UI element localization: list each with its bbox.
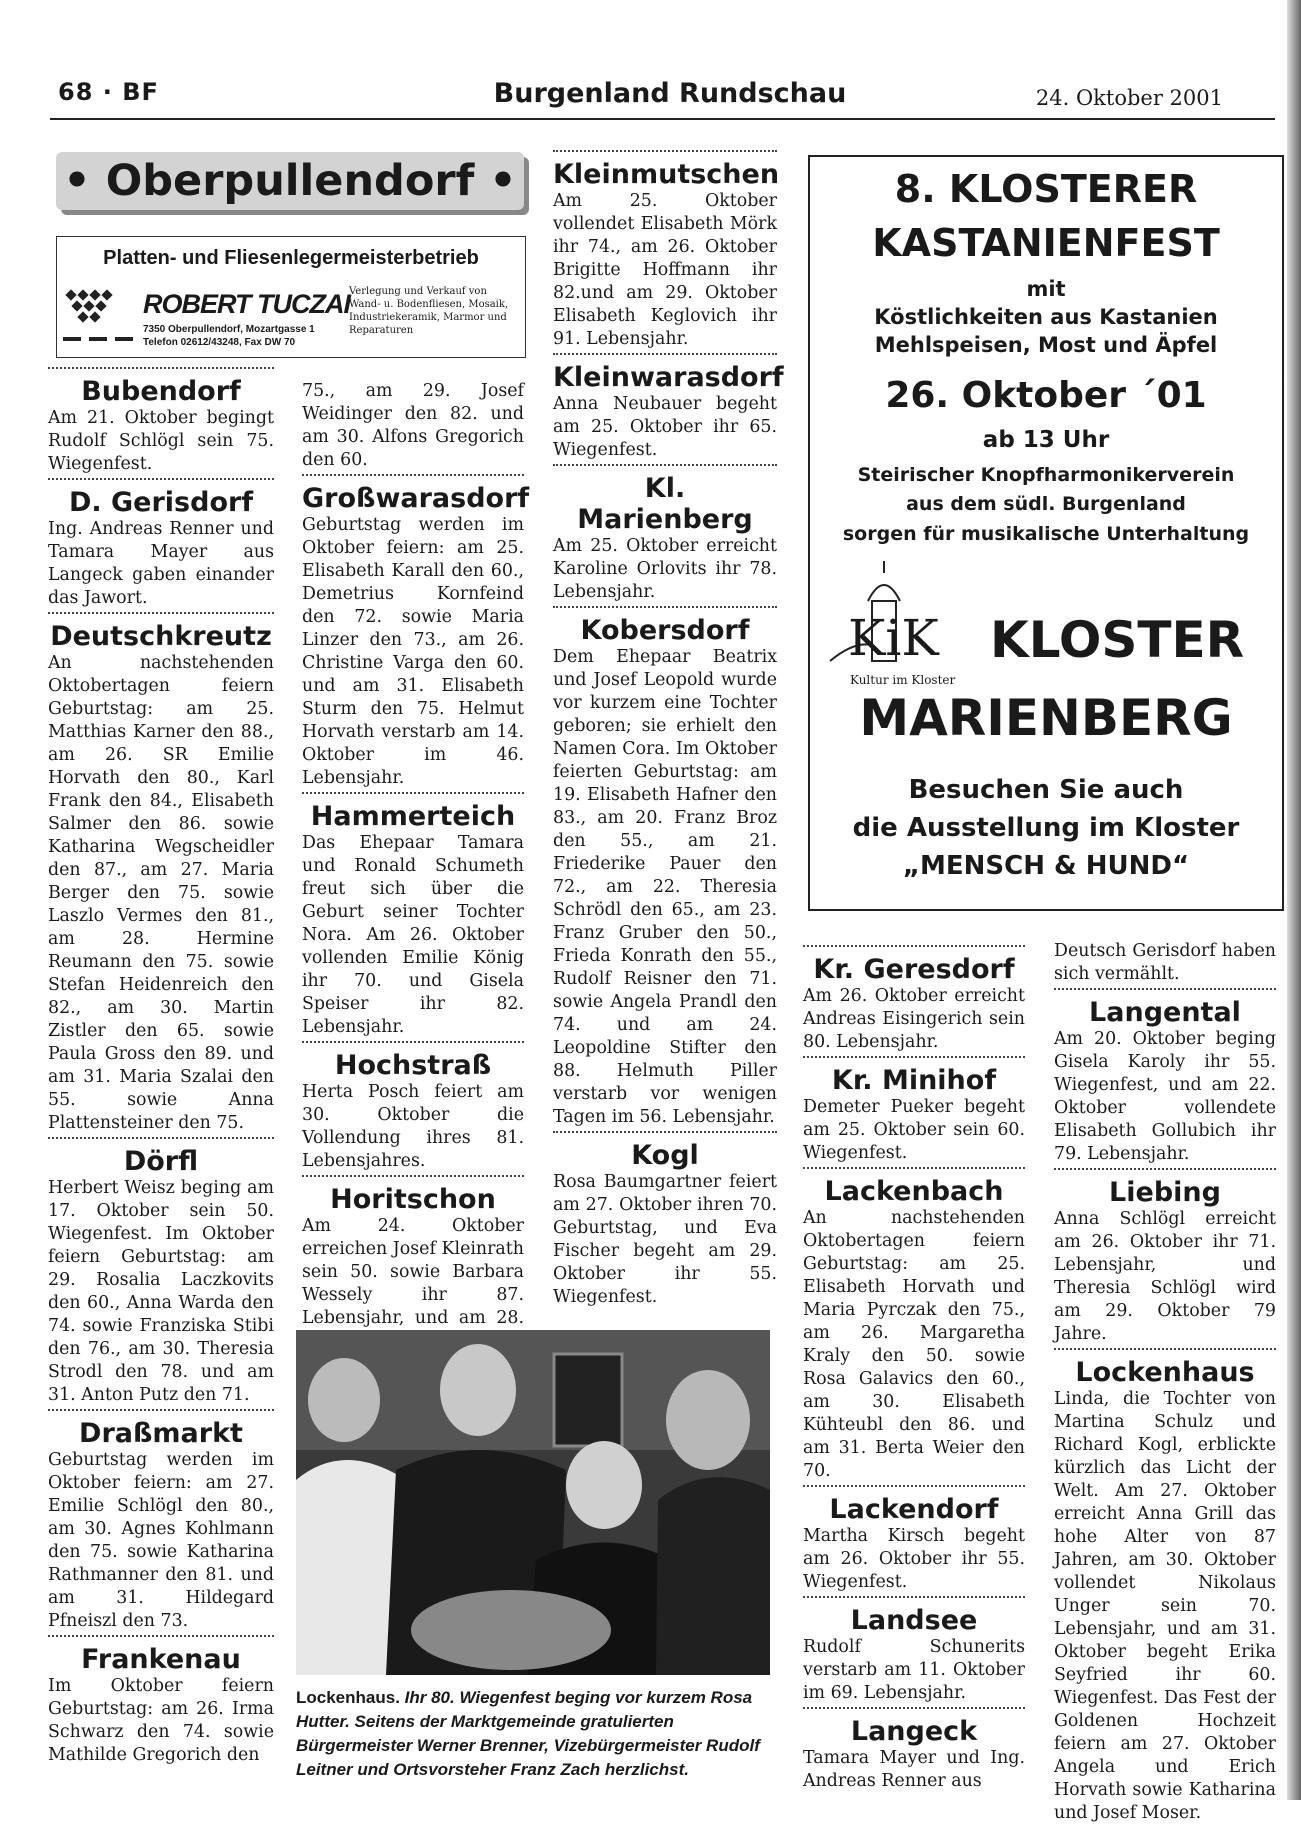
page-edge [1287,0,1301,1800]
entry-text: Ing. Andreas Renner und Tamara Mayer aus Langeck gaben einander das Jawort. [48,519,274,608]
ad-event-time: ab 13 Uhr [982,427,1110,453]
diamond-logo-icon [63,285,123,325]
entry-text: Anna Neubauer begeht am 25. Oktober ihr 65. Wiegenfest. [553,394,777,460]
entry-text: Am 20. Oktober beging Gisela Karoly ihr 55. Wiegenfest, und am 22. Oktober vollendete Elisabeth Gollubich ihr 79. Lebensjahr. [1054,1029,1276,1164]
entry-title: Dörfl [48,1137,274,1177]
entry-lackendorf [803,1485,1025,1594]
issue-date: 24. Oktober 2001 [1035,86,1223,110]
entry-title: Frankenau [48,1635,274,1675]
ad-phone: Telefon 02612/43248, Fax DW 70 [143,337,296,348]
entry-kogl [553,1131,777,1309]
ad-headline-2: KASTANIENFEST [872,221,1220,265]
ad-title: Platten- und Fliesenlegermeisterbetrieb [103,247,479,269]
entry-title: Großwarasdorf [302,474,524,514]
entry-text: Herta Posch feiert am 30. Oktober die Vollendung ihres 81. Lebensjahres. [302,1082,524,1171]
ad-kloster: KLOSTER [990,611,1245,669]
kik-subtitle: Kultur im Kloster [850,673,956,687]
ad-address: 7350 Oberpullendorf, Mozartgasse 1 [143,324,315,335]
photo-caption [296,1686,772,1782]
entry-grosswarasdorf [302,474,530,790]
newspaper-title: Burgenland Rundschau [493,78,847,109]
entry-text: Tamara Mayer und Ing. Andreas Renner aus [803,1748,1025,1791]
entry-d-gerisdorf [48,478,274,610]
entry-doerfl [48,1137,274,1407]
entry-text: Geburtstag werden im Oktober feiern: am 27. Emilie Schlögl den 80., am 30. Agnes Kohlmann den 75. sowie Katharina Rathmanner den 81. und am 31. Hildegard Pfneiszl den 73. [48,1450,274,1631]
entry-langeck [803,1707,1025,1793]
entry-text: Anna Schlögl erreicht am 26. Oktober ihr 71. Lebensjahr, und Theresia Schlögl wird am 29. Oktober 79 Jahre. [1054,1209,1276,1344]
entry-title: Kr. Geresdorf [803,945,1025,985]
column-4 [803,945,1025,1795]
entry-continued [302,380,524,472]
entry-text: Rudolf Schunerits verstarb am 11. Oktober im 69. Lebensjahr. [803,1637,1025,1703]
section-banner: • Oberpullendorf • [56,152,524,210]
ad-line-band-3: sorgen für musikalische Unterhaltung [842,523,1250,545]
entry-title: Kleinwarasdorf [553,353,777,393]
header-rule [50,118,1275,120]
entry-text: Am 21. Oktober begingt Rudolf Schlögl sein 75. Wiegenfest. [48,408,274,474]
caption-lead: Lockenhaus. [296,1688,400,1707]
ad-exhibition-line: die Ausstellung im Kloster [852,813,1240,843]
entry-title: Landsee [803,1596,1025,1636]
ad-bars [63,337,139,341]
entry-title: Deutschkreutz [48,612,274,652]
entry-kleinwarasdorf [553,353,784,462]
entry-bubendorf [48,367,274,476]
entry-title: Kr. Minihof [803,1056,1025,1096]
entry-text: Linda, die Tochter von Martina Schulz und Richard Kogl, erblickte kürzlich das Licht der Welt. Am 27. Oktober erreicht Anna Grill das hohe Alter von 87 Jahren, am 30. Oktober vollendet Nikolaus Unger sein 70. Lebensjahr, und am 31. Oktober begeht Erika Seyfried ihr 60. Wiegenfest. Das Fest der Goldenen Hochzeit feiern am 27. Oktober Angela und Erich Horvath sowie Katharina und Josef Moser. [1054,1389,1276,1823]
entry-text: An nachstehenden Oktobertagen feiern Geburtstag: am 25. Matthias Karner den 88., am 26. SR Emilie Horvath den 80., Karl Frank den 84., Elisabeth Salmer den 86. sowie Katharina Wegscheidler den 87., am 27. Maria Berger den 75. sowie Laszlo Vermes den 81., am 28. Hermine Reumann den 75. sowie Stefan Heidenreich den 82., am 30. Martin Zistler den 65. sowie Paula Gross den 89. und am 31. Maria Szalai den 55. sowie Anna Plattensteiner den 75. [48,653,274,1133]
page-number: 68 · BF [58,78,159,106]
ad-marienberg: MARIENBERG [859,689,1233,747]
entry-kleinmutschen [553,150,780,351]
entry-lockenhaus [1054,1348,1276,1825]
entry-continued [1054,940,1276,986]
kik-logo: KiK [848,609,939,667]
entry-hochstrass [302,1041,524,1173]
entry-title: Lackenbach [803,1167,1025,1207]
entry-kobersdorf [553,606,777,1129]
entry-title: Draßmarkt [48,1409,274,1449]
ad-line-band-1: Steirischer Knopfharmonikerverein [857,464,1235,486]
ad-description: Verlegung und Verkauf von Wand- u. Bodenfliesen, Mosaik, Industriekeramik, Marmor und Reparaturen [349,286,509,336]
entry-kr-geresdorf [803,945,1025,1054]
caption-text: Ihr 80. Wiegenfest beging vor kurzem Rosa Hutter. Seitens der Marktgemeinde gratulierten Bürgermeister Werner Brenner, Vizebürgermeister Rudolf Leitner und Ortsvorsteher Franz Zach herzlichst. [296,1688,760,1779]
column-3 [553,150,784,1311]
entry-title: Lockenhaus [1054,1348,1276,1388]
ad-event-date: 26. Oktober ´01 [885,375,1207,416]
entry-langental [1054,988,1276,1166]
entry-title: Kogl [553,1131,777,1171]
entry-kr-minihof [803,1056,1025,1165]
group-photo [296,1330,770,1675]
column-1 [48,367,274,1769]
entry-text: Rosa Baumgartner feiert am 27. Oktober ihren 70. Geburtstag, und Eva Fischer begeht am 29. Oktober ihr 55. Wiegenfest. [553,1172,777,1307]
entry-text: Am 24. Oktober erreichen Josef Kleinrath sein 50. sowie Barbara Wessely ihr 87. Lebensjahr, und am 28. [302,1216,524,1328]
entry-kl-marienberg [553,464,777,604]
entry-liebing [1054,1168,1276,1346]
entry-text: An nachstehenden Oktobertagen feiern Geburtstag: am 25. Elisabeth Horvath und Maria Pyrczak den 75., am 26. Margaretha Kraly den 50. sowie Rosa Galavics den 60., am 30. Elisabeth Kühteubl den 86. und am 31. Berta Weier den 70. [803,1208,1025,1481]
entry-text: Herbert Weisz beging am 17. Oktober sein 50. Wiegenfest. Im Oktober feiern Geburtstag: am 29. Rosalia Laczkovits den 60., Anna Warda den 74. sowie Franziska Stibi den 76., am 30. Theresia Strodl den 78. und am 31. Anton Putz den 71. [48,1178,274,1405]
entry-title: Horitschon [302,1175,524,1215]
entry-title: Bubendorf [48,367,274,407]
entry-text: Martha Kirsch begeht am 26. Oktober ihr 55. Wiegenfest. [803,1526,1025,1592]
column-2 [302,380,530,1401]
column-5 [1054,940,1276,1827]
ad-line-delicacies: Köstlichkeiten aus Kastanien [874,305,1218,329]
ad-headline-1: 8. KLOSTERER [894,167,1198,211]
entry-text: Am 25. Oktober vollendet Elisabeth Mörk ihr 74., am 26. Oktober Brigitte Hoffmann ihr 82.und am 29. Oktober Elisabeth Keglovich ihr 91. Lebensjahr. [553,191,777,349]
entry-deutschkreutz [48,612,274,1135]
entry-text: 75., am 29. Josef Weidinger den 82. und am 30. Alfons Gregorich den 60. [302,381,524,470]
chestnut-festival-advertisement [808,155,1284,911]
entry-title: Kobersdorf [553,606,777,646]
entry-drassmarkt [48,1409,274,1633]
ad-contact [143,323,315,349]
entry-title: Langental [1054,988,1276,1028]
entry-text: Am 26. Oktober erreicht Andreas Eisingerich sein 80. Lebensjahr. [803,986,1025,1052]
entry-text: Im Oktober feiern Geburtstag: am 26. Irma Schwarz den 74. sowie Mathilde Gregorich den [48,1676,274,1765]
entry-title: Hammerteich [302,792,524,832]
entry-text: Das Ehepaar Tamara und Ronald Schumeth freut sich über die Geburt seiner Tochter Nora. Am 26. Oktober vollenden Emilie König ihr 70. und Gisela Speiser ihr 82. Lebensjahr. [302,833,524,1037]
ad-company-name: ROBERT TUCZAI [143,289,350,319]
photo-illustration [296,1330,770,1675]
entry-text: Deutsch Gerisdorf haben sich vermählt. [1054,941,1276,984]
ad-exhibition-name: „MENSCH & HUND“ [902,851,1190,881]
entry-title: Langeck [803,1707,1025,1747]
entry-title: Kleinmutschen [553,150,777,190]
entry-title: Lackendorf [803,1485,1025,1525]
entry-text: Dem Ehepaar Beatrix und Josef Leopold wurde vor kurzem eine Tochter geboren; sie erhielt den Namen Cora. Im Oktober feierten Geburtstag: am 19. Elisabeth Hafner den 83., am 20. Franz Broz den 55., am 21. Friederike Pauer den 72., am 22. Theresia Schrödl den 65., am 23. Franz Gruber den 50., Frieda Konrath den 55., Rudolf Reisner den 71. sowie Angela Prandl den 74. und am 24. Leopoldine Stifter den 88. Helmuth Piller verstarb vor wenigen Tagen im 56. Lebensjahr. [553,647,777,1127]
ad-line-band-2: aus dem südl. Burgenland [906,493,1186,515]
entry-title: Kl. Marienberg [553,464,777,535]
entry-title: Hochstraß [302,1041,524,1081]
ad-line-pastries: Mehlspeisen, Most und Äpfel [874,333,1218,357]
entry-frankenau [48,1635,274,1767]
entry-title: Liebing [1054,1168,1276,1208]
entry-text: Am 25. Oktober erreicht Karoline Orlovits ihr 78. Lebensjahr. [553,536,777,602]
ad-with: mit [1026,277,1066,301]
ad-visit-line: Besuchen Sie auch [908,775,1184,805]
tiler-advertisement [56,236,526,358]
entry-title: D. Gerisdorf [48,478,274,518]
entry-text: Demeter Pueker begeht am 25. Oktober sein 60. Wiegenfest. [803,1097,1025,1163]
entry-text: Geburtstag werden im Oktober feiern: am 25. Elisabeth Karall den 60., Demetrius Kornfeind den 72. sowie Maria Linzer den 73., am 26. Christine Varga den 60. und am 31. Elisabeth Sturm den 75. Helmut Horvath verstarb am 14. Oktober im 46. Lebensjahr. [302,515,524,788]
entry-landsee [803,1596,1025,1705]
entry-hammerteich [302,792,524,1039]
entry-lackenbach [803,1167,1025,1483]
